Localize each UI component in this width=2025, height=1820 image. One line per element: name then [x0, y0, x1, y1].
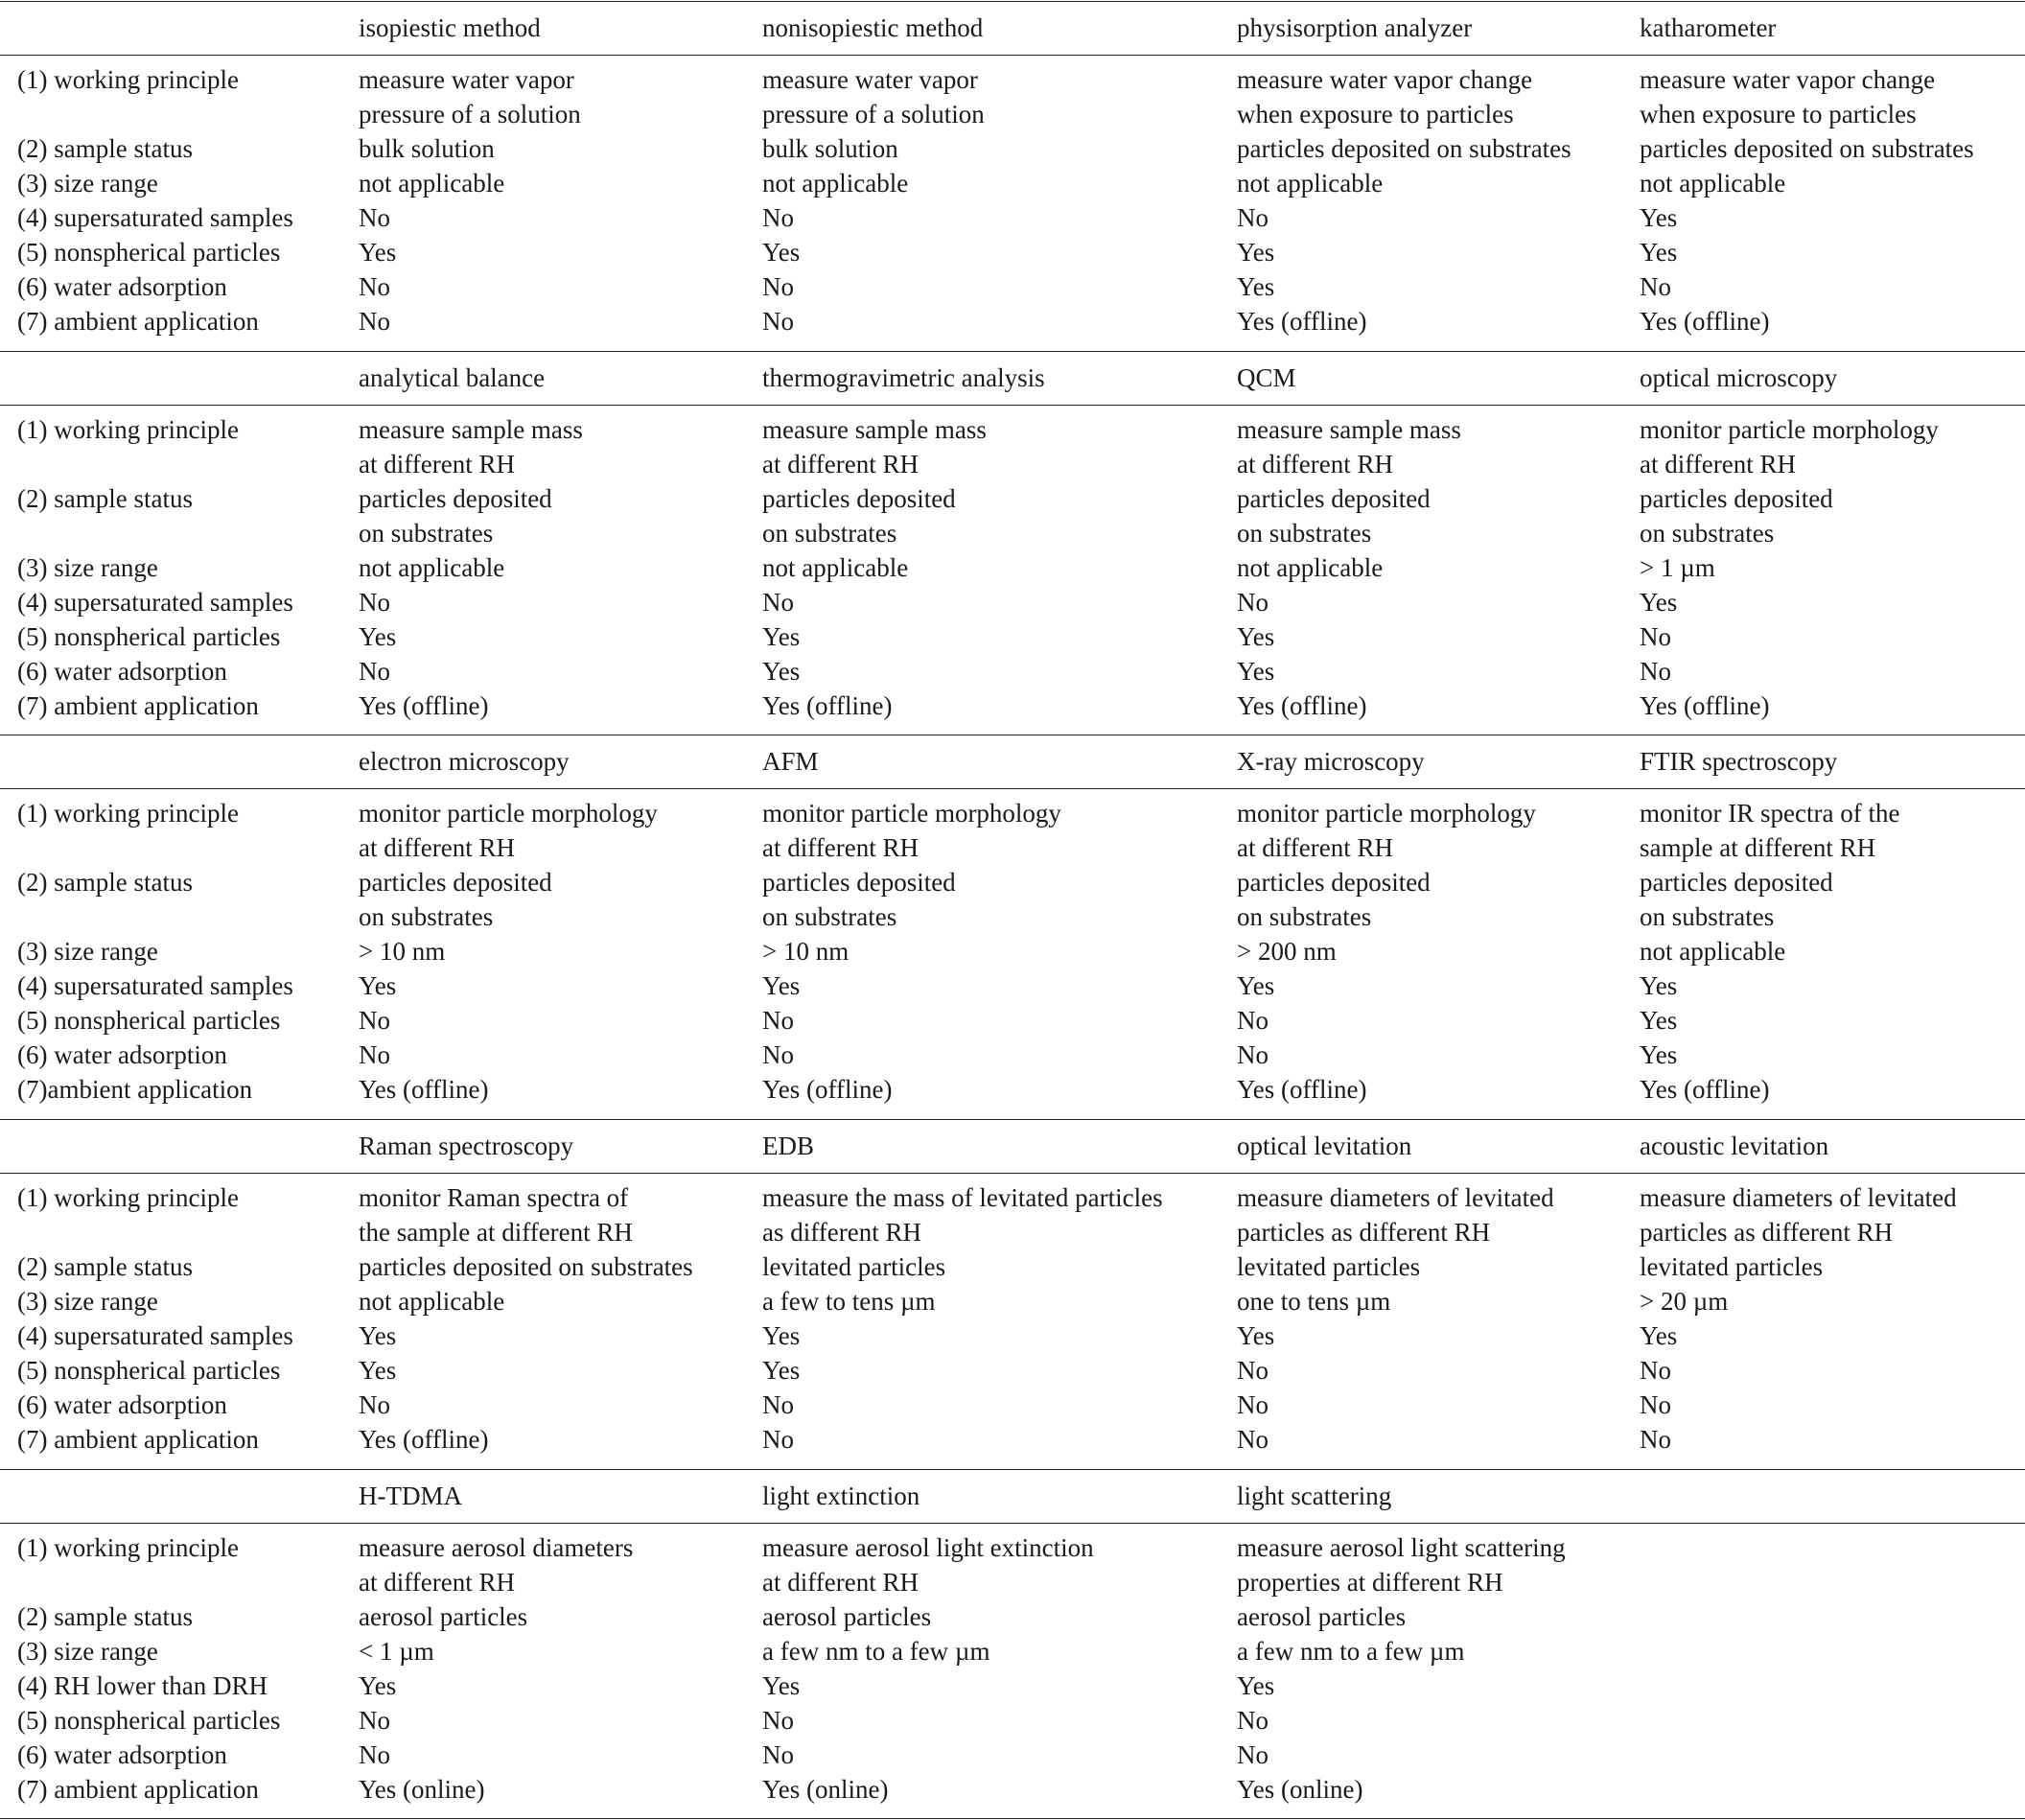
column-header: EDB: [762, 1132, 814, 1160]
table-cell: measure diameters of levitated: [1237, 1183, 1554, 1212]
table-cell: as different RH: [762, 1218, 921, 1247]
table-cell: No: [762, 1390, 794, 1419]
table-cell: > 20 µm: [1640, 1287, 1729, 1316]
bottom-rule: [0, 1818, 2025, 1819]
column-header: physisorption analyzer: [1237, 13, 1473, 42]
table-cell: at different RH: [1237, 833, 1393, 862]
header-rule: [0, 405, 2025, 406]
table-cell: pressure of a solution: [762, 100, 985, 128]
table-cell: No: [359, 272, 390, 301]
table-cell: measure aerosol light extinction: [762, 1533, 1094, 1562]
table-cell: Yes: [359, 622, 397, 651]
table-cell: not applicable: [359, 553, 505, 582]
table-cell: aerosol particles: [762, 1602, 932, 1631]
table-cell: Yes: [1640, 238, 1678, 267]
table-cell: levitated particles: [1640, 1252, 1824, 1281]
table-cell: one to tens µm: [1237, 1287, 1391, 1316]
table-cell: on substrates: [1640, 902, 1775, 931]
table-cell: Yes (offline): [762, 691, 893, 720]
table-cell: measure water vapor: [359, 65, 574, 94]
table-cell: Yes: [1237, 1671, 1275, 1700]
table-cell: not applicable: [1640, 169, 1786, 198]
section-rule: [0, 1, 2025, 2]
row-label: (7) ambient application: [17, 1425, 259, 1454]
row-label: (3) size range: [17, 169, 158, 198]
table-cell: No: [359, 1740, 390, 1769]
table-cell: Yes (online): [359, 1775, 485, 1804]
table-cell: monitor Raman spectra of: [359, 1183, 629, 1212]
table-cell: > 10 nm: [359, 937, 446, 966]
column-header: Raman spectroscopy: [359, 1132, 574, 1160]
table-cell: on substrates: [1237, 519, 1372, 548]
table-cell: particles deposited on substrates: [1640, 134, 1974, 163]
table-cell: No: [762, 203, 794, 232]
row-label: (4) supersaturated samples: [17, 1321, 293, 1350]
table-cell: on substrates: [762, 902, 897, 931]
table-cell: measure sample mass: [762, 415, 987, 444]
table-cell: No: [1640, 657, 1671, 686]
table-cell: not applicable: [359, 169, 505, 198]
table-cell: Yes: [1237, 971, 1275, 1000]
table-cell: levitated particles: [1237, 1252, 1421, 1281]
row-label: (1) working principle: [17, 1183, 239, 1212]
table-cell: Yes: [762, 622, 801, 651]
row-label: (5) nonspherical particles: [17, 1706, 281, 1735]
table-cell: No: [359, 1006, 390, 1035]
table-cell: Yes (offline): [1640, 691, 1770, 720]
column-header: X-ray microscopy: [1237, 747, 1425, 776]
table-cell: measure sample mass: [359, 415, 583, 444]
table-cell: Yes (offline): [1237, 307, 1367, 336]
table-cell: No: [1640, 1425, 1671, 1454]
table-cell: Yes: [762, 1356, 801, 1385]
table-cell: No: [1237, 1040, 1269, 1069]
table-cell: Yes: [762, 238, 801, 267]
column-header: isopiestic method: [359, 13, 541, 42]
row-label: (1) working principle: [17, 1533, 239, 1562]
table-cell: particles deposited: [1237, 484, 1431, 513]
table-cell: Yes: [762, 1671, 801, 1700]
table-cell: No: [762, 307, 794, 336]
table-cell: No: [1237, 588, 1269, 617]
table-cell: particles deposited: [359, 484, 552, 513]
table-cell: No: [1640, 1356, 1671, 1385]
table-cell: No: [1237, 1706, 1269, 1735]
table-cell: a few to tens µm: [762, 1287, 936, 1316]
table-cell: not applicable: [762, 553, 909, 582]
table-cell: Yes: [762, 657, 801, 686]
row-label: (1) working principle: [17, 65, 239, 94]
table-cell: measure sample mass: [1237, 415, 1461, 444]
table-cell: not applicable: [1237, 553, 1384, 582]
table-cell: Yes: [1640, 588, 1678, 617]
row-label: (6) water adsorption: [17, 657, 227, 686]
table-cell: Yes (online): [1237, 1775, 1363, 1804]
header-rule: [0, 1173, 2025, 1174]
table-cell: bulk solution: [762, 134, 898, 163]
table-cell: monitor particle morphology: [1237, 799, 1536, 828]
table-cell: particles deposited: [1640, 484, 1833, 513]
table-cell: Yes (offline): [359, 1075, 489, 1104]
table-cell: on substrates: [1640, 519, 1775, 548]
table-cell: Yes: [359, 1671, 397, 1700]
table-cell: No: [762, 272, 794, 301]
row-label: (4) RH lower than DRH: [17, 1671, 268, 1700]
table-cell: when exposure to particles: [1237, 100, 1514, 128]
table-cell: particles as different RH: [1237, 1218, 1491, 1247]
table-cell: particles as different RH: [1640, 1218, 1894, 1247]
table-cell: levitated particles: [762, 1252, 946, 1281]
table-cell: No: [359, 307, 390, 336]
table-cell: Yes: [359, 971, 397, 1000]
table-cell: Yes (online): [762, 1775, 889, 1804]
table-cell: No: [359, 657, 390, 686]
row-label: (5) nonspherical particles: [17, 1006, 281, 1035]
row-label: (3) size range: [17, 1287, 158, 1316]
table-cell: measure water vapor change: [1237, 65, 1533, 94]
table-cell: on substrates: [1237, 902, 1372, 931]
table-cell: > 200 nm: [1237, 937, 1337, 966]
table-cell: not applicable: [762, 169, 909, 198]
table-cell: particles deposited: [762, 868, 956, 897]
table-cell: No: [359, 203, 390, 232]
row-label: (1) working principle: [17, 799, 239, 828]
table-cell: particles deposited: [359, 868, 552, 897]
column-header: optical levitation: [1237, 1132, 1412, 1160]
table-cell: measure diameters of levitated: [1640, 1183, 1957, 1212]
column-header: nonisopiestic method: [762, 13, 984, 42]
table-cell: Yes: [1640, 1321, 1678, 1350]
column-header: katharometer: [1640, 13, 1777, 42]
table-cell: Yes (offline): [1237, 691, 1367, 720]
table-cell: Yes: [762, 1321, 801, 1350]
row-label: (6) water adsorption: [17, 272, 227, 301]
table-cell: No: [359, 1706, 390, 1735]
table-cell: No: [1237, 1006, 1269, 1035]
table-cell: No: [1237, 1356, 1269, 1385]
header-rule: [0, 788, 2025, 789]
table-cell: at different RH: [359, 1568, 515, 1597]
table-cell: Yes: [1237, 1321, 1275, 1350]
row-label: (2) sample status: [17, 484, 193, 513]
table-cell: at different RH: [359, 450, 515, 478]
table-cell: Yes (offline): [1237, 1075, 1367, 1104]
column-header: light scattering: [1237, 1482, 1392, 1510]
row-label: (4) supersaturated samples: [17, 203, 293, 232]
table-cell: No: [1237, 1740, 1269, 1769]
column-header: electron microscopy: [359, 747, 570, 776]
table-cell: at different RH: [762, 450, 919, 478]
header-rule: [0, 1523, 2025, 1524]
row-label: (3) size range: [17, 1637, 158, 1666]
table-cell: bulk solution: [359, 134, 495, 163]
column-header: thermogravimetric analysis: [762, 363, 1045, 392]
row-label: (7) ambient application: [17, 307, 259, 336]
row-label: (5) nonspherical particles: [17, 238, 281, 267]
table-cell: at different RH: [359, 833, 515, 862]
table-cell: No: [359, 1390, 390, 1419]
section-rule: [0, 1469, 2025, 1470]
table-cell: > 10 nm: [762, 937, 850, 966]
table-cell: aerosol particles: [1237, 1602, 1407, 1631]
table-cell: not applicable: [1640, 937, 1786, 966]
table-cell: on substrates: [359, 519, 494, 548]
table-cell: No: [359, 588, 390, 617]
table-cell: particles deposited on substrates: [1237, 134, 1571, 163]
column-header: QCM: [1237, 363, 1296, 392]
table-cell: measure aerosol light scattering: [1237, 1533, 1566, 1562]
table-cell: Yes: [1640, 971, 1678, 1000]
row-label: (2) sample status: [17, 868, 193, 897]
table-cell: not applicable: [1237, 169, 1384, 198]
table-cell: on substrates: [359, 902, 494, 931]
table-cell: at different RH: [762, 1568, 919, 1597]
row-label: (5) nonspherical particles: [17, 1356, 281, 1385]
table-cell: Yes: [1237, 238, 1275, 267]
row-label: (4) supersaturated samples: [17, 971, 293, 1000]
table-cell: No: [762, 1425, 794, 1454]
row-label: (7)ambient application: [17, 1075, 253, 1104]
row-label: (2) sample status: [17, 1602, 193, 1631]
column-header: optical microscopy: [1640, 363, 1838, 392]
table-cell: Yes (offline): [762, 1075, 893, 1104]
table-cell: particles deposited on substrates: [359, 1252, 693, 1281]
table-cell: No: [1237, 1390, 1269, 1419]
table-cell: Yes (offline): [1640, 307, 1770, 336]
row-label: (2) sample status: [17, 134, 193, 163]
column-header: H-TDMA: [359, 1482, 462, 1510]
column-header: light extinction: [762, 1482, 920, 1510]
table-cell: Yes (offline): [359, 1425, 489, 1454]
table-cell: measure aerosol diameters: [359, 1533, 634, 1562]
section-rule: [0, 1119, 2025, 1120]
table-cell: Yes: [359, 238, 397, 267]
table-cell: Yes: [1640, 1006, 1678, 1035]
table-cell: sample at different RH: [1640, 833, 1876, 862]
header-rule: [0, 55, 2025, 56]
table-cell: No: [1640, 1390, 1671, 1419]
table-cell: Yes: [359, 1321, 397, 1350]
table-cell: Yes: [1237, 657, 1275, 686]
row-label: (6) water adsorption: [17, 1390, 227, 1419]
table-cell: not applicable: [359, 1287, 505, 1316]
table-cell: No: [762, 1740, 794, 1769]
table-cell: No: [1237, 1425, 1269, 1454]
table-cell: measure the mass of levitated particles: [762, 1183, 1163, 1212]
table-cell: monitor particle morphology: [1640, 415, 1939, 444]
table-cell: No: [359, 1040, 390, 1069]
row-label: (4) supersaturated samples: [17, 588, 293, 617]
table-cell: Yes: [762, 971, 801, 1000]
row-label: (3) size range: [17, 937, 158, 966]
table-cell: at different RH: [1640, 450, 1796, 478]
row-label: (1) working principle: [17, 415, 239, 444]
table-cell: measure water vapor change: [1640, 65, 1936, 94]
table-cell: < 1 µm: [359, 1637, 434, 1666]
table-cell: when exposure to particles: [1640, 100, 1917, 128]
table-cell: monitor particle morphology: [359, 799, 658, 828]
table-cell: monitor IR spectra of the: [1640, 799, 1900, 828]
table-cell: No: [1237, 203, 1269, 232]
table-cell: the sample at different RH: [359, 1218, 633, 1247]
table-cell: Yes: [359, 1356, 397, 1385]
row-label: (7) ambient application: [17, 1775, 259, 1804]
table-cell: on substrates: [762, 519, 897, 548]
table-cell: No: [1640, 622, 1671, 651]
table-cell: at different RH: [1237, 450, 1393, 478]
row-label: (3) size range: [17, 553, 158, 582]
table-cell: properties at different RH: [1237, 1568, 1503, 1597]
table-cell: Yes: [1237, 272, 1275, 301]
table-cell: aerosol particles: [359, 1602, 528, 1631]
section-rule: [0, 351, 2025, 352]
column-header: AFM: [762, 747, 819, 776]
column-header: acoustic levitation: [1640, 1132, 1829, 1160]
table-cell: Yes: [1640, 1040, 1678, 1069]
table-cell: > 1 µm: [1640, 553, 1715, 582]
table-cell: pressure of a solution: [359, 100, 581, 128]
table-cell: particles deposited: [1237, 868, 1431, 897]
row-label: (6) water adsorption: [17, 1740, 227, 1769]
table-cell: at different RH: [762, 833, 919, 862]
table-cell: Yes: [1640, 203, 1678, 232]
row-label: (6) water adsorption: [17, 1040, 227, 1069]
row-label: (7) ambient application: [17, 691, 259, 720]
column-header: FTIR spectroscopy: [1640, 747, 1838, 776]
table-cell: a few nm to a few µm: [762, 1637, 990, 1666]
table-cell: a few nm to a few µm: [1237, 1637, 1465, 1666]
table-cell: Yes (offline): [359, 691, 489, 720]
table-cell: monitor particle morphology: [762, 799, 1061, 828]
table-cell: No: [762, 1040, 794, 1069]
table-cell: particles deposited: [762, 484, 956, 513]
table-cell: No: [762, 1706, 794, 1735]
table-cell: Yes (offline): [1640, 1075, 1770, 1104]
table-cell: No: [762, 588, 794, 617]
table-cell: No: [1640, 272, 1671, 301]
table-cell: Yes: [1237, 622, 1275, 651]
table-cell: No: [762, 1006, 794, 1035]
table-cell: particles deposited: [1640, 868, 1833, 897]
row-label: (5) nonspherical particles: [17, 622, 281, 651]
column-header: analytical balance: [359, 363, 546, 392]
row-label: (2) sample status: [17, 1252, 193, 1281]
table-cell: measure water vapor: [762, 65, 978, 94]
